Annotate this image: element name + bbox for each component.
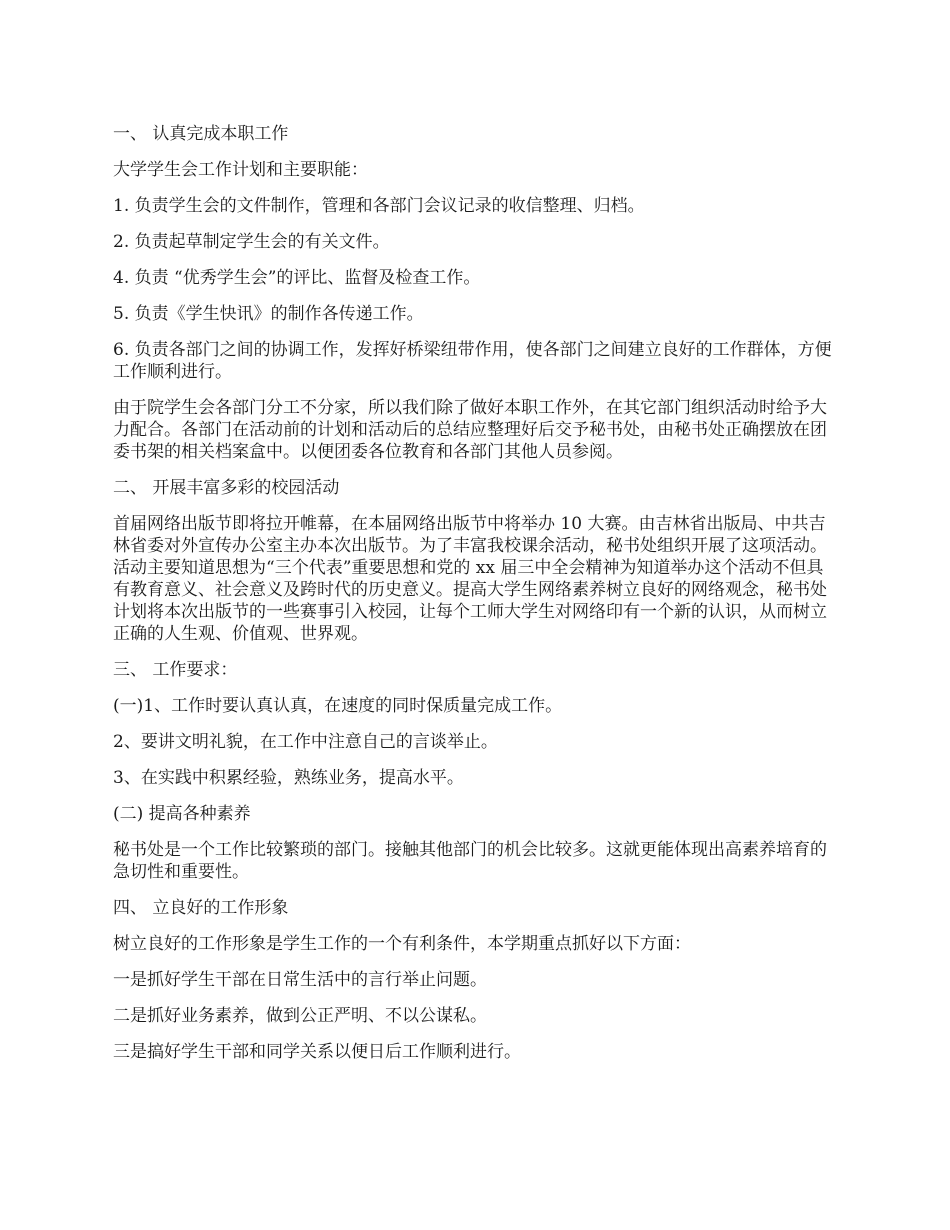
requirement-item-3: 3、在实践中积累经验，熟练业务，提高水平。 <box>113 768 464 788</box>
paragraph-activities: 首届网络出版节即将拉开帷幕，在本届网络出版节中将举办 10 大赛。由吉林省出版局、中共吉林省委对外宣传办公室主办本次出版节。为了丰富我校课余活动，秘书处组织开展了这项活动。活动主要知道思想为“三个代表”重要思想和党的 xx 届三中全会精神为知道举办这个活动不但具有教育意义、社会意义及跨时代的历史意义。提高大学生网络素养树立良好的网络观念，秘书处计划将本次出版节的一些赛事引入校园，让每个工师大学生对网络印有一个新的认识，从而树立正确的人生观、价值观、世界观。 <box>113 514 827 644</box>
list-item-5: 5. 负责《学生快讯》的制作各传递工作。 <box>113 304 424 324</box>
paragraph-intro: 大学学生会工作计划和主要职能： <box>113 160 368 180</box>
section-heading-4: 四、 立良好的工作形象 <box>113 898 289 918</box>
list-item-4: 4. 负责 “优秀学生会”的评比、监督及检查工作。 <box>113 268 481 288</box>
paragraph-quality: 秘书处是一个工作比较繁琐的部门。接触其他部门的机会比较多。这就更能体现出高素养培育的急切性和重要性。 <box>113 840 827 882</box>
section-heading-1: 一、 认真完成本职工作 <box>113 124 289 144</box>
point-item-2: 二是抓好业务素养，做到公正严明、不以公谋私。 <box>113 1006 487 1026</box>
paragraph-cooperation: 由于院学生会各部门分工不分家，所以我们除了做好本职工作外，在其它部门组织活动时给予大力配合。各部门在活动前的计划和活动后的总结应整理好后交予秘书处，由秘书处正确摆放在团委书架的相关档案盒中。以便团委各位教育和各部门其他人员参阅。 <box>113 398 827 462</box>
section-heading-3: 三、 工作要求： <box>113 660 238 680</box>
list-item-1: 1. 负责学生会的文件制作，管理和各部门会议记录的收信整理、归档。 <box>113 196 645 216</box>
list-item-2: 2. 负责起草制定学生会的有关文件。 <box>113 232 390 252</box>
requirement-item-2: 2、要讲文明礼貌，在工作中注意自己的言谈举止。 <box>113 732 498 752</box>
point-item-3: 三是搞好学生干部和同学关系以便日后工作顺利进行。 <box>113 1042 521 1062</box>
point-item-1: 一是抓好学生干部在日常生活中的言行举止问题。 <box>113 970 487 990</box>
requirement-item-1: (一)1、工作时要认真认真，在速度的同时保质量完成工作。 <box>113 696 563 716</box>
section-heading-2: 二、 开展丰富多彩的校园活动 <box>113 478 340 498</box>
paragraph-image: 树立良好的工作形象是学生工作的一个有利条件，本学期重点抓好以下方面： <box>113 934 691 954</box>
list-item-6: 6. 负责各部门之间的协调工作，发挥好桥梁纽带作用，使各部门之间建立良好的工作群体，方便工作顺利进行。 <box>113 340 832 382</box>
document-body <box>113 123 840 1077</box>
subsection-heading: (二) 提高各种素养 <box>113 804 251 824</box>
